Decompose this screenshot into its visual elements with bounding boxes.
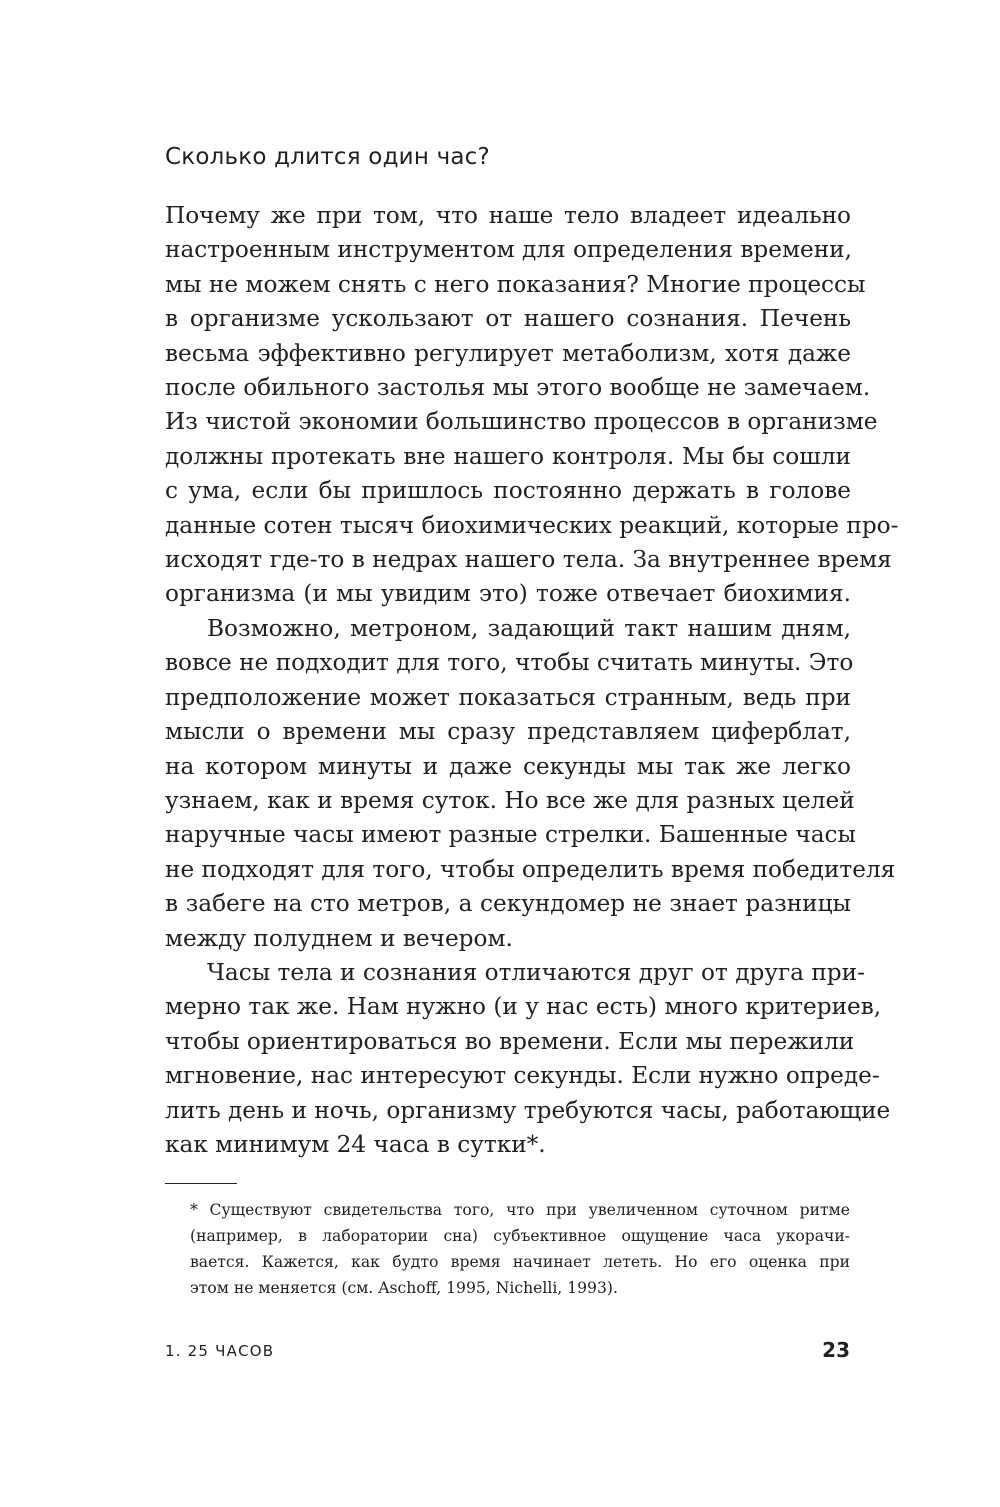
text-line: вовсе не подходит для того, чтобы считать минуты. Это (165, 649, 854, 677)
footnote-divider (165, 1183, 237, 1184)
text-line: в забеге на сто метров, а секундомер не знает разницы (165, 890, 851, 918)
text-line: наручные часы имеют разные стрелки. Башенные часы (165, 821, 856, 849)
text-line: должны протекать вне нашего контроля. Мы бы сошли (165, 442, 851, 470)
footnote-line: * Существуют свидетельства того, что при увеличенном суточном ритме (190, 1201, 850, 1219)
footnote (190, 1197, 850, 1301)
text-line: исходят где-то в недрах нашего тела. За внутреннее время (165, 546, 892, 574)
page-number: 23 (822, 1338, 850, 1362)
text-line: чтобы ориентироваться во времени. Если мы пережили (165, 1027, 855, 1055)
text-line: Почему же при том, что наше тело владеет идеально (165, 202, 851, 229)
text-line: между полуднем и вечером. (165, 924, 513, 952)
text-line: мы не можем снять с него показания? Многие процессы (165, 270, 866, 298)
paragraph-3 (165, 956, 891, 1162)
text-line: не подходят для того, чтобы определить время победителя (165, 855, 896, 883)
text-line: Возможно, метроном, задающий такт нашим дням, (207, 614, 851, 642)
paragraph-2 (165, 612, 896, 956)
text-line: настроенным инструментом для определения времени, (165, 236, 853, 264)
text-line: весьма эффективно регулирует метаболизм, хотя даже (165, 339, 851, 367)
text-line: в организме ускользают от нашего сознания. Печень (165, 305, 851, 333)
text-line: узнаем, как и время суток. Но все же для разных целей (165, 786, 855, 814)
body-text (165, 199, 899, 1162)
footnote-line: этом не меняется (см. Aschoff, 1995, Nichelli, 1993). (190, 1279, 618, 1297)
section-heading: Сколько длится один час? (165, 144, 490, 170)
footnote-line: вается. Кажется, как будто время начинает лететь. Но его оценка при (190, 1253, 850, 1271)
text-line: после обильного застолья мы этого вообще не замечаем. (165, 374, 871, 402)
text-line: мысли о времени мы сразу представляем циферблат, (165, 718, 851, 746)
text-line: на котором минуты и даже секунды мы так же легко (165, 752, 851, 780)
text-line: с ума, если бы пришлось постоянно держать в голове (165, 477, 851, 505)
text-line: Из чистой экономии большинство процессов в организме (165, 408, 878, 436)
text-line: лить день и ночь, организму требуются часы, работающие (165, 1096, 891, 1124)
text-line: мерно так же. Нам нужно (и у нас есть) много критериев, (165, 993, 882, 1021)
text-line: организма (и мы увидим это) тоже отвечает биохимия. (165, 580, 851, 608)
text-line: как минимум 24 часа в сутки*. (165, 1130, 546, 1158)
footnote-line: (например, в лаборатории сна) субъективное ощущение часа укорачи- (190, 1227, 850, 1245)
text-line: данные сотен тысяч биохимических реакций, которые про- (165, 511, 899, 539)
text-line: мгновение, нас интересуют секунды. Если нужно опреде- (165, 1062, 880, 1090)
text-line: Часы тела и сознания отличаются друг от друга при- (207, 958, 865, 986)
running-head: 1. 25 ЧАСОВ (165, 1342, 275, 1360)
paragraph-1 (165, 199, 899, 612)
text-line: предположение может показаться странным, ведь при (165, 683, 851, 711)
